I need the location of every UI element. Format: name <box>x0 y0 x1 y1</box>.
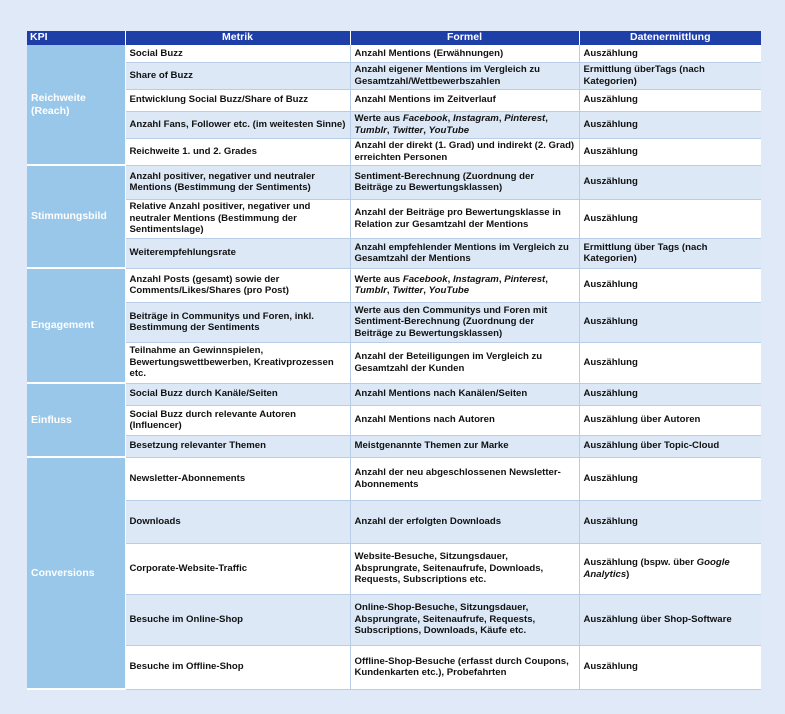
table-row <box>27 199 761 238</box>
metric-cell: Downloads <box>125 500 350 543</box>
formula-cell: Anzahl der Beiträge pro Bewertungsklasse in Relation zur Gesamtzahl der Mentions <box>350 199 579 238</box>
kpi-group-label: Conversions <box>27 457 125 689</box>
metric-cell: Anzahl Posts (gesamt) sowie der Comments/Likes/Shares (pro Post) <box>125 268 350 302</box>
table-row <box>27 342 761 383</box>
table-row <box>27 62 761 89</box>
table-row <box>27 111 761 138</box>
method-cell: Auszählung <box>579 89 761 111</box>
formula-cell: Werte aus Facebook, Instagram, Pinterest, Tumblr, Twitter, YouTube <box>350 111 579 138</box>
table-row <box>27 165 761 199</box>
formula-cell: Anzahl der Beteiligungen im Vergleich zu Gesamtzahl der Kunden <box>350 342 579 383</box>
table-header-row <box>27 31 761 45</box>
metric-cell: Weiterempfehlungsrate <box>125 238 350 268</box>
metric-cell: Beiträge in Communitys und Foren, inkl. Bestimmung der Sentiments <box>125 302 350 342</box>
header-formel: Formel <box>350 31 579 45</box>
metric-cell: Share of Buzz <box>125 62 350 89</box>
metric-cell: Besuche im Online-Shop <box>125 594 350 645</box>
metric-cell: Anzahl positiver, negativer und neutraler Mentions (Bestimmung der Sentiments) <box>125 165 350 199</box>
method-cell: Auszählung <box>579 165 761 199</box>
kpi-group-label: Engagement <box>27 268 125 383</box>
method-cell: Auszählung <box>579 500 761 543</box>
table-row <box>27 383 761 405</box>
method-cell: Auszählung über Autoren <box>579 405 761 435</box>
formula-cell: Anzahl Mentions nach Kanälen/Seiten <box>350 383 579 405</box>
metric-cell: Social Buzz durch Kanäle/Seiten <box>125 383 350 405</box>
metric-cell: Corporate-Website-Traffic <box>125 543 350 594</box>
method-cell: Auszählung <box>579 45 761 62</box>
method-cell: Auszählung <box>579 199 761 238</box>
method-cell: Ermittlung über Tags (nach Kategorien) <box>579 238 761 268</box>
kpi-table-frame <box>27 31 761 690</box>
header-metrik: Metrik <box>125 31 350 45</box>
header-kpi: KPI <box>27 31 125 45</box>
formula-cell: Anzahl Mentions (Erwähnungen) <box>350 45 579 62</box>
table-row <box>27 645 761 689</box>
method-cell: Auszählung <box>579 342 761 383</box>
table-row <box>27 268 761 302</box>
table-row <box>27 594 761 645</box>
formula-cell: Offline-Shop-Besuche (erfasst durch Coupons, Kundenkarten etc.), Probefahrten <box>350 645 579 689</box>
method-cell: Auszählung <box>579 138 761 165</box>
table-row <box>27 138 761 165</box>
metric-cell: Anzahl Fans, Follower etc. (im weitesten Sinne) <box>125 111 350 138</box>
formula-cell: Online-Shop-Besuche, Sitzungsdauer, Absprungrate, Seitenaufrufe, Requests, Subscriptions, Downloads, Käufe etc. <box>350 594 579 645</box>
table-row <box>27 238 761 268</box>
header-datenermittlung: Datenermittlung <box>579 31 761 45</box>
method-cell: Auszählung über Shop-Software <box>579 594 761 645</box>
method-cell: Ermittlung überTags (nach Kategorien) <box>579 62 761 89</box>
table-row <box>27 45 761 62</box>
metric-cell: Besuche im Offline-Shop <box>125 645 350 689</box>
kpi-group-label: Einfluss <box>27 383 125 457</box>
formula-cell: Website-Besuche, Sitzungsdauer, Absprungrate, Seitenaufrufe, Downloads, Requests, Subscriptions etc. <box>350 543 579 594</box>
metric-cell: Newsletter-Abonnements <box>125 457 350 500</box>
method-cell: Auszählung <box>579 302 761 342</box>
table-row <box>27 405 761 435</box>
table-row <box>27 457 761 500</box>
formula-cell: Anzahl der erfolgten Downloads <box>350 500 579 543</box>
formula-cell: Anzahl der neu abgeschlossenen Newsletter-Abonnements <box>350 457 579 500</box>
table-body <box>27 45 761 689</box>
method-cell: Auszählung <box>579 457 761 500</box>
method-cell: Auszählung <box>579 111 761 138</box>
metric-cell: Social Buzz durch relevante Autoren (Influencer) <box>125 405 350 435</box>
formula-cell: Anzahl eigener Mentions im Vergleich zu Gesamtzahl/Wettbewerbszahlen <box>350 62 579 89</box>
method-cell: Auszählung (bspw. über Google Analytics) <box>579 543 761 594</box>
metric-cell: Relative Anzahl positiver, negativer und neutraler Mentions (Bestimmung der Sentimentslage) <box>125 199 350 238</box>
method-cell: Auszählung <box>579 268 761 302</box>
table-row <box>27 89 761 111</box>
kpi-table <box>27 31 761 690</box>
table-row <box>27 543 761 594</box>
metric-cell: Reichweite 1. und 2. Grades <box>125 138 350 165</box>
formula-cell: Werte aus den Communitys und Foren mit Sentiment-Berechnung (Zuordnung der Beiträge zu Bewertungsklassen) <box>350 302 579 342</box>
method-cell: Auszählung <box>579 383 761 405</box>
method-cell: Auszählung über Topic-Cloud <box>579 435 761 457</box>
kpi-group-label: Reichweite (Reach) <box>27 45 125 165</box>
formula-cell: Anzahl der direkt (1. Grad) und indirekt (2. Grad) erreichten Personen <box>350 138 579 165</box>
metric-cell: Teilnahme an Gewinnspielen, Bewertungswettbewerben, Kreativprozessen etc. <box>125 342 350 383</box>
formula-cell: Anzahl empfehlender Mentions im Vergleich zu Gesamtzahl der Mentions <box>350 238 579 268</box>
metric-cell: Entwicklung Social Buzz/Share of Buzz <box>125 89 350 111</box>
table-row <box>27 500 761 543</box>
formula-cell: Werte aus Facebook, Instagram, Pinterest, Tumblr, Twitter, YouTube <box>350 268 579 302</box>
table-row <box>27 435 761 457</box>
metric-cell: Besetzung relevanter Themen <box>125 435 350 457</box>
formula-cell: Sentiment-Berechnung (Zuordnung der Beiträge zu Bewertungsklassen) <box>350 165 579 199</box>
method-cell: Auszählung <box>579 645 761 689</box>
table-row <box>27 302 761 342</box>
formula-cell: Meistgenannte Themen zur Marke <box>350 435 579 457</box>
metric-cell: Social Buzz <box>125 45 350 62</box>
formula-cell: Anzahl Mentions nach Autoren <box>350 405 579 435</box>
kpi-group-label: Stimmungsbild <box>27 165 125 268</box>
formula-cell: Anzahl Mentions im Zeitverlauf <box>350 89 579 111</box>
